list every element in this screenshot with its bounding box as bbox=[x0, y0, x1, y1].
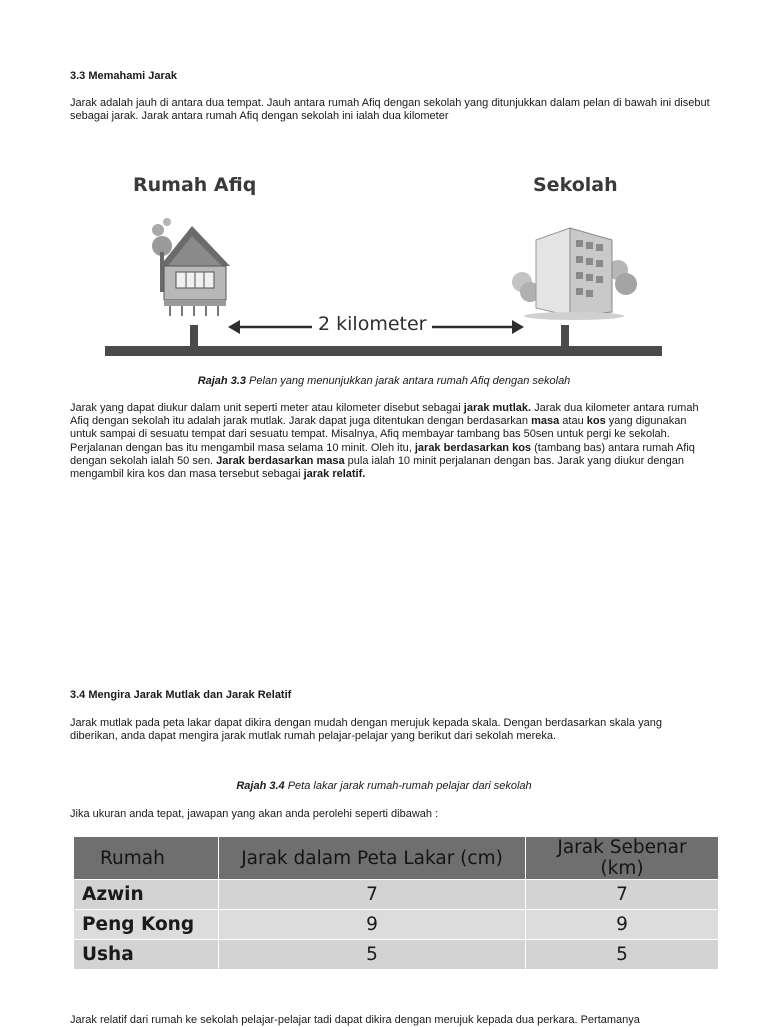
row-name: Azwin bbox=[74, 880, 219, 910]
paragraph-intro: Jarak adalah jauh di antara dua tempat. Jauh antara rumah Afiq dengan sekolah yang ditunjukkan dalam pelan di bawah ini disebut sebagai jarak. Jarak antara rumah Afiq dengan sekolah ini ialah dua kilometer bbox=[70, 97, 710, 123]
distance-label: 2 kilometer bbox=[312, 313, 432, 335]
row-real-km: 5 bbox=[526, 940, 719, 970]
paragraph-answer-intro: Jika ukuran anda tepat, jawapan yang akan anda perolehi seperti dibawah : bbox=[70, 808, 439, 820]
paragraph-scale: Jarak mutlak pada peta lakar dapat dikira dengan mudah dengan merujuk kepada skala. Dengan berdasarkan skala yang diberikan, anda dapat mengira jarak mutlak rumah pelajar-pelajar yang berikut dari sekolah mereka. bbox=[70, 717, 662, 743]
table-row bbox=[74, 940, 719, 970]
distance-table bbox=[73, 836, 719, 970]
table-header-row bbox=[74, 837, 719, 880]
row-real-km: 7 bbox=[526, 880, 719, 910]
caption-text: Peta lakar jarak rumah-rumah pelajar dari sekolah bbox=[284, 780, 532, 792]
house-icon bbox=[150, 208, 240, 318]
figure-caption-3-4 bbox=[0, 780, 768, 792]
row-name: Usha bbox=[74, 940, 219, 970]
column-header-rumah: Rumah bbox=[74, 837, 219, 880]
row-real-km: 9 bbox=[526, 910, 719, 940]
row-map-cm: 5 bbox=[219, 940, 526, 970]
school-label: Sekolah bbox=[533, 174, 618, 196]
house-marker-post bbox=[190, 325, 198, 347]
distance-illustration bbox=[0, 160, 768, 370]
ground-line bbox=[105, 346, 662, 356]
figure-caption-3-3 bbox=[0, 375, 768, 387]
section-heading-3-3: 3.3 Memahami Jarak bbox=[70, 70, 178, 82]
column-header-map-distance: Jarak dalam Peta Lakar (cm) bbox=[219, 837, 526, 880]
section-heading-3-4: 3.4 Mengira Jarak Mutlak dan Jarak Relatif bbox=[70, 689, 292, 701]
house-label: Rumah Afiq bbox=[133, 174, 257, 196]
row-name: Peng Kong bbox=[74, 910, 219, 940]
paragraph-relative-distance: Jarak relatif dari rumah ke sekolah pelajar-pelajar tadi dapat dikira dengan merujuk kepada dua perkara. Pertamanya bbox=[70, 1014, 640, 1026]
column-header-real-distance: Jarak Sebenar (km) bbox=[526, 837, 719, 880]
caption-prefix: Rajah 3.4 bbox=[236, 780, 285, 792]
school-marker-post bbox=[561, 325, 569, 347]
table-row bbox=[74, 910, 719, 940]
table-row bbox=[74, 880, 719, 910]
row-map-cm: 9 bbox=[219, 910, 526, 940]
school-icon bbox=[508, 212, 640, 322]
row-map-cm: 7 bbox=[219, 880, 526, 910]
caption-prefix: Rajah 3.3 bbox=[197, 375, 246, 387]
paragraph-distance-types: Jarak yang dapat diukur dalam unit seperti meter atau kilometer disebut sebagai jarak mutlak. Jarak dua kilometer antara rumah Afiq dengan sekolah itu adalah jarak mutlak. Jarak dapat juga ditentukan dengan berdasarkan masa atau kos yang digunakan untuk sampai di sesuatu tempat dari sesuatu tempat. Misalnya, Afiq membayar tambang bas 50sen untuk pergi ke sekolah. Perjalanan dengan bas itu mengambil masa selama 10 minit. Oleh itu, jarak berdasarkan kos (tambang bas) antara rumah Afiq dengan sekolah ialah 50 sen. Jarak berdasarkan masa pula ialah 10 minit perjalanan dengan bas. Jarak yang diukur dengan mengambil kira kos dan masa tersebut sebagai jarak relatif. bbox=[70, 402, 699, 481]
caption-text: Pelan yang menunjukkan jarak antara rumah Afiq dengan sekolah bbox=[246, 375, 571, 387]
